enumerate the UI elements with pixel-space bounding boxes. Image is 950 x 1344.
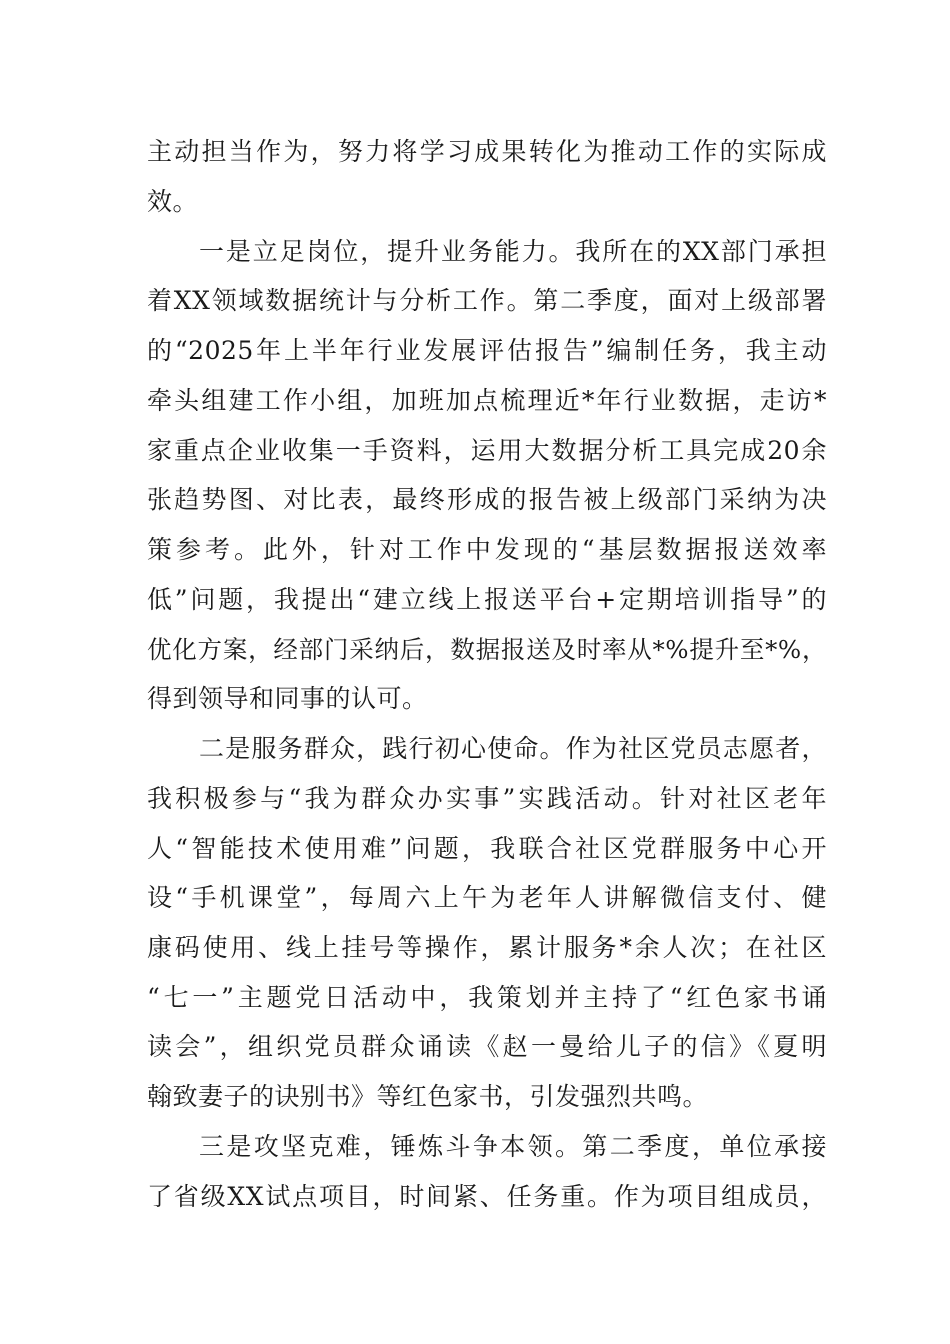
text-line: 效。	[147, 187, 199, 216]
paragraph-2-start: 二是服务群众，践行初心使命。作为社区党员志愿者，	[199, 734, 827, 763]
text-line: 张趋势图、对比表，最终形成的报告被上级部门采纳为决	[147, 485, 827, 514]
text-line: 设“手机课堂”，每周六上午为老年人讲解微信支付、健	[147, 883, 827, 912]
text-line: 康码使用、线上挂号等操作，累计服务*余人次；在社区	[147, 933, 827, 962]
text-line: 策参考。此外，针对工作中发现的“基层数据报送效率	[147, 535, 827, 564]
text-line: 主动担当作为，努力将学习成果转化为推动工作的实际成	[147, 137, 827, 166]
text-line: 读会”，组织党员群众诵读《赵一曼给儿子的信》《夏明	[147, 1032, 827, 1061]
text-line: 人“智能技术使用难”问题，我联合社区党群服务中心开	[147, 834, 827, 863]
text-line: 优化方案，经部门采纳后，数据报送及时率从*%提升至*%，	[147, 635, 827, 664]
text-line: 家重点企业收集一手资料，运用大数据分析工具完成20余	[147, 436, 827, 465]
text-line: 翰致妻子的诀别书》等红色家书，引发强烈共鸣。	[147, 1082, 709, 1111]
paragraph-3-start: 三是攻坚克难，锤炼斗争本领。第二季度，单位承接	[199, 1132, 827, 1161]
paragraph-1-start: 一是立足岗位，提升业务能力。我所在的XX部门承担	[199, 237, 827, 266]
text-line: 着XX领域数据统计与分析工作。第二季度，面对上级部署	[147, 286, 827, 315]
text-line: 的“2025年上半年行业发展评估报告”编制任务，我主动	[147, 336, 827, 365]
text-line: 得到领导和同事的认可。	[147, 684, 428, 713]
text-line: “七一”主题党日活动中，我策划并主持了“红色家书诵	[147, 983, 827, 1012]
text-line: 我积极参与“我为群众办实事”实践活动。针对社区老年	[147, 784, 827, 813]
text-line: 了省级XX试点项目，时间紧、任务重。作为项目组成员，	[147, 1182, 827, 1211]
text-line: 低”问题，我提出“建立线上报送平台+定期培训指导”的	[147, 585, 827, 614]
text-line: 牵头组建工作小组，加班加点梳理近*年行业数据，走访*	[147, 386, 827, 415]
